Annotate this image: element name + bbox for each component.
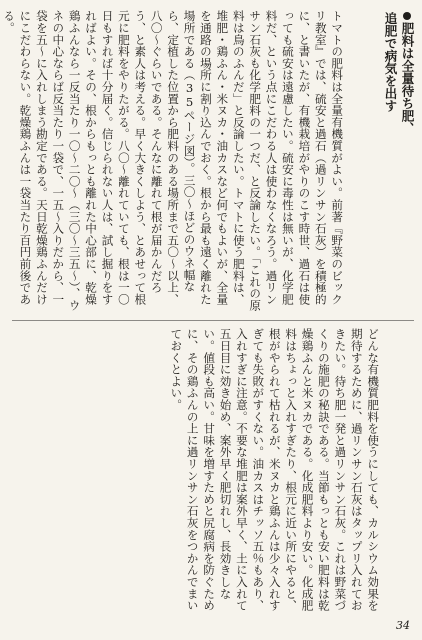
- bullet-icon: [403, 12, 411, 20]
- section-heading: [382, 12, 416, 135]
- top-text-block: [2, 10, 378, 312]
- heading-line-2: 追肥で病気を出す: [383, 12, 398, 112]
- page-number: 34: [396, 619, 410, 632]
- column-divider: [12, 320, 414, 321]
- bottom-body-text: どんな有機質肥料を使うにしても、カルシウム効果を期待するために、過リンサン石灰はタップリ入れておきたい。待ち肥一発と過リンサン石灰。これは野菜づくりの施肥の秘訣である。当節もっとも安い肥料は乾燥鶏ふんと米ヌカである。化成肥料より安い。化成肥料はちょっと入れすぎたり、根元に近い所にやると、根がやられて枯れるが、米ヌカと鶏ふんは少々入れすぎても失敗がすくない。油カスはチッソ五％もあり、入れすぎに注意。不要な堆肥は案外早く、土に入れて五日目に効き始め、案外早く肥切れし、長効きしない。値段も高い。甘味を増すためと尻腐病を防ぐために、その鶏ふんの上に過リンサン石灰をつかんでまいておくとよい。: [169, 328, 381, 612]
- heading-line-1: 肥料は全量待ち肥、: [400, 22, 415, 135]
- bottom-text-block: [8, 328, 414, 618]
- top-body-text: トマトの肥料は全量有機質がよい。前著『野菜のビックリ教室』では、硫安と過石（過リンサン石灰）を積極的に、と書いたが、有機栽培がやりのこす時世、過石は使っても硫安は遠慮したい。硫安に毒性は無いが、化学肥料だ、という点にこだわる人は使わなくなろう。過リンサン石灰も化学肥料の一つだ、と反論したい。「これの原料は鳥のふんだ」と反論したい。トマトに使う肥料は、堆肥・鶏ふん・米ヌカ・油カスなど何でもよいが、全量を通路の場所に割り込んでおく。根から最も遠く離れた場所である（35ページ図）。三〇〜ほどのウネ幅なら、定植した位置から肥料のある場所まで五〇〜以上、八〇〜ぐらいである。そんなに離れて根が届かんだろう、と素人は考える。早く大きくしよう、とあせって根元に肥料をやりたがる。八〇〜離れていても、根は一〇日もすれば十分届く。信じられない人は、試し掘りをすればよい。その、根からもっとも離れた中心部に、乾燥鶏ふんなら一反当たり一〇〜二〇〜（三〇〜三五〜）、ウネの中心ならば反当たり一袋で、一五〜入りだから、一袋を五〜に入れしまう勘定である。天日乾燥鶏ふんだけにこだわらない。乾燥鶏ふんは一袋当たり百円前後である。: [2, 10, 345, 311]
